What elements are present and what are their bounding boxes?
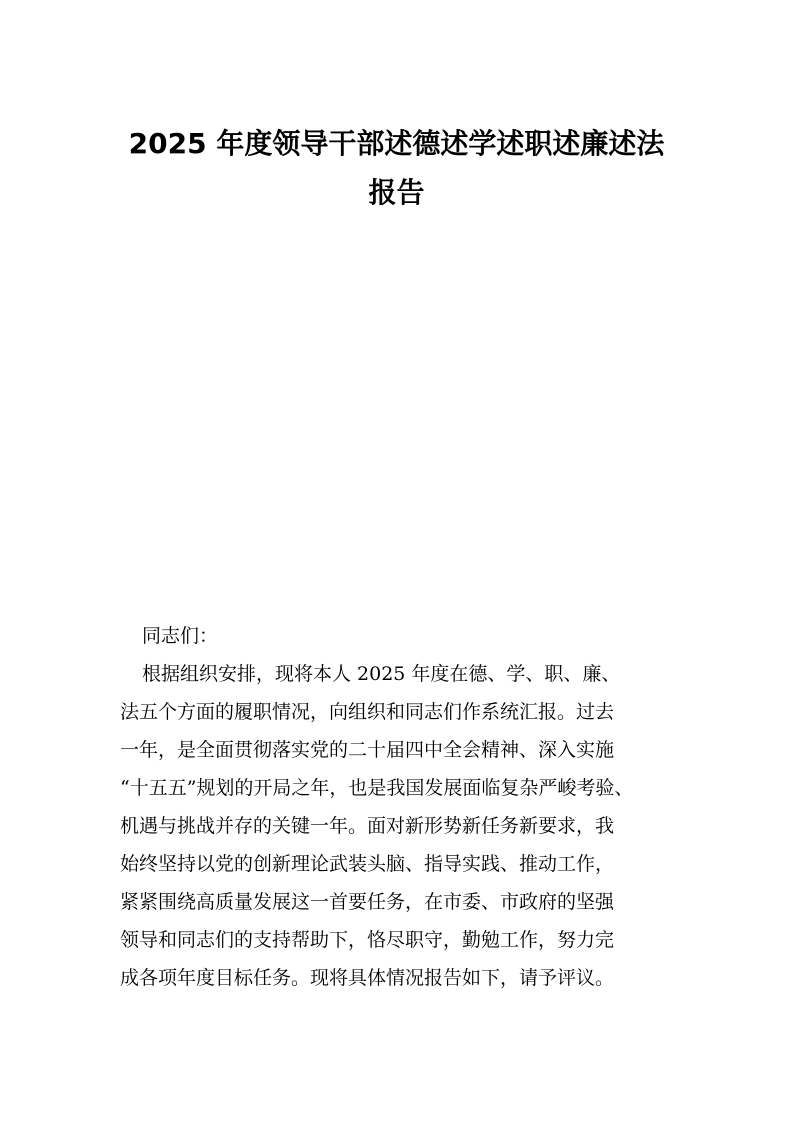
report-title-line1: 2025 年度领导干部述德述学述职述廉述法	[128, 127, 665, 160]
paragraph-line-5: 机遇与挑战并存的关键一年。面对新形势新任务新要求，我	[120, 815, 615, 837]
paragraph-line-2: 法五个方面的履职情况，向组织和同志们作系统汇报。过去	[120, 701, 615, 723]
salutation: 同志们：	[142, 625, 219, 647]
paragraph-line-3: 一年，是全面贯彻落实党的二十届四中全会精神、深入实施	[120, 739, 615, 761]
paragraph-line-9: 成各项年度目标任务。现将具体情况报告如下，请予评议。	[120, 967, 615, 989]
paragraph-line-7: 紧紧围绕高质量发展这一首要任务，在市委、市政府的坚强	[120, 891, 615, 913]
paragraph-line-6: 始终坚持以党的创新理论武装头脑、指导实践、推动工作，	[120, 853, 615, 875]
paragraph-line-4: “十五五”规划的开局之年，也是我国发展面临复杂严峻考验、	[120, 777, 634, 799]
paragraph-line-8: 领导和同志们的支持帮助下，恪尽职守，勤勉工作，努力完	[120, 929, 615, 951]
paragraph-line-1: 根据组织安排，现将本人 2025 年度在德、学、职、廉、	[142, 663, 621, 685]
report-title-line2: 报告	[368, 176, 425, 209]
